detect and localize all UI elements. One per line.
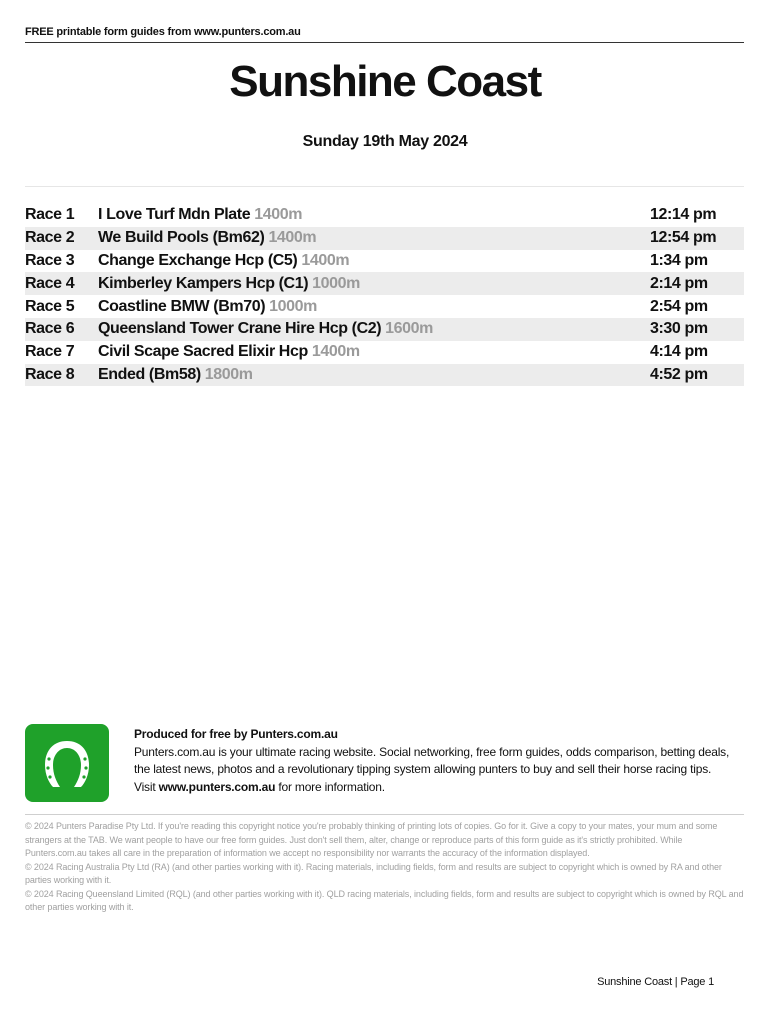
race-name: We Build Pools (Bm62) — [98, 229, 265, 247]
race-row — [25, 250, 744, 273]
race-number: Race 2 — [25, 229, 75, 247]
race-distance: 1000m — [269, 297, 317, 315]
race-distance: 1800m — [204, 365, 253, 383]
race-time: 2:14 pm — [650, 274, 708, 292]
race-distance: 1400m — [301, 251, 350, 269]
race-time: 3:30 pm — [650, 320, 708, 338]
visit-suffix: for more information. — [275, 779, 385, 794]
race-name: Ended (Bm58) — [98, 365, 201, 383]
race-time: 1:34 pm — [650, 251, 708, 269]
divider — [25, 814, 744, 815]
race-name: Kimberley Kampers Hcp (C1) — [98, 274, 309, 292]
race-number: Race 7 — [25, 343, 75, 361]
page-title: Sunshine Coast — [229, 57, 541, 106]
footer-separator: | — [671, 976, 681, 988]
race-number: Race 3 — [25, 251, 75, 269]
race-row — [25, 341, 744, 364]
race-distance: 1400m — [268, 229, 317, 247]
race-distance: 1400m — [311, 343, 360, 361]
race-name: Queensland Tower Crane Hire Hcp (C2) — [98, 320, 382, 338]
horseshoe-icon — [41, 735, 93, 791]
race-row — [25, 227, 744, 250]
race-number: Race 8 — [25, 365, 75, 383]
race-name: I Love Turf Mdn Plate — [98, 206, 251, 224]
race-name: Change Exchange Hcp (C5) — [98, 251, 298, 269]
race-distance: 1000m — [312, 274, 360, 292]
divider — [25, 186, 744, 187]
race-time: 2:54 pm — [650, 297, 708, 315]
race-name: Civil Scape Sacred Elixir Hcp — [98, 343, 308, 361]
promo-block — [134, 726, 746, 796]
promo-visit — [134, 779, 746, 797]
race-time: 4:14 pm — [650, 343, 708, 361]
visit-prefix: Visit — [134, 779, 159, 794]
race-number: Race 6 — [25, 320, 75, 338]
race-distance: 1400m — [254, 206, 303, 224]
page-number: Page 1 — [680, 976, 714, 988]
race-distance: 1600m — [385, 320, 433, 338]
race-row — [25, 295, 744, 318]
punters-link[interactable]: www.punters.com.au — [158, 779, 276, 794]
promo-body: Punters.com.au is your ultimate racing website. Social networking, free form guides, odds comparison, betting deals, the latest news, photos and a revolutionary tipping system allowing punters to buy and sell their horse racing tips. — [134, 744, 730, 776]
copyright-racing-queensland: © 2024 Racing Queensland Limited (RQL) (and other parties working with it). QLD racing materials, including fields, form and results are subject to copyright which is owned by RQL and other parties working with it. — [25, 888, 744, 912]
meeting-date: Sunday 19th May 2024 — [302, 133, 468, 150]
race-row — [25, 364, 744, 387]
footer-venue: Sunshine Coast — [597, 976, 672, 988]
race-time: 12:54 pm — [650, 229, 717, 247]
race-number: Race 5 — [25, 297, 75, 315]
legal-notice — [25, 820, 745, 915]
race-name: Coastline BMW (Bm70) — [98, 297, 266, 315]
race-row — [25, 204, 744, 227]
race-list — [25, 204, 744, 386]
copyright-racing-australia: © 2024 Racing Australia Pty Ltd (RA) (and other parties working with it). Racing materials, including fields, form and results are subject to copyright which is owned by RA and other parties working with it. — [25, 861, 722, 885]
punters-logo — [25, 724, 109, 802]
page-footer — [597, 976, 714, 988]
race-time: 4:52 pm — [650, 365, 708, 383]
race-row — [25, 318, 744, 341]
site-tagline: FREE printable form guides from www.punters.com.au — [25, 26, 744, 43]
race-number: Race 1 — [25, 206, 75, 224]
race-number: Race 4 — [25, 274, 75, 292]
race-row — [25, 272, 744, 295]
promo-heading: Produced for free by Punters.com.au — [134, 727, 338, 741]
copyright-punters: © 2024 Punters Paradise Pty Ltd. If you're reading this copyright notice you're probably thinking of printing lots of copies. Go for it. Give a copy to your mates, your mum and some strangers at the TAB. We want people to have our free form guides. Just don't sell them, alter, change or reproduce parts of this form guide as it's strictly prohibited. While Punters.com.au takes all care in the preparation of information we accept no responsibility nor warrants the accuracy of the information displayed. — [25, 821, 718, 858]
race-time: 12:14 pm — [650, 206, 717, 224]
